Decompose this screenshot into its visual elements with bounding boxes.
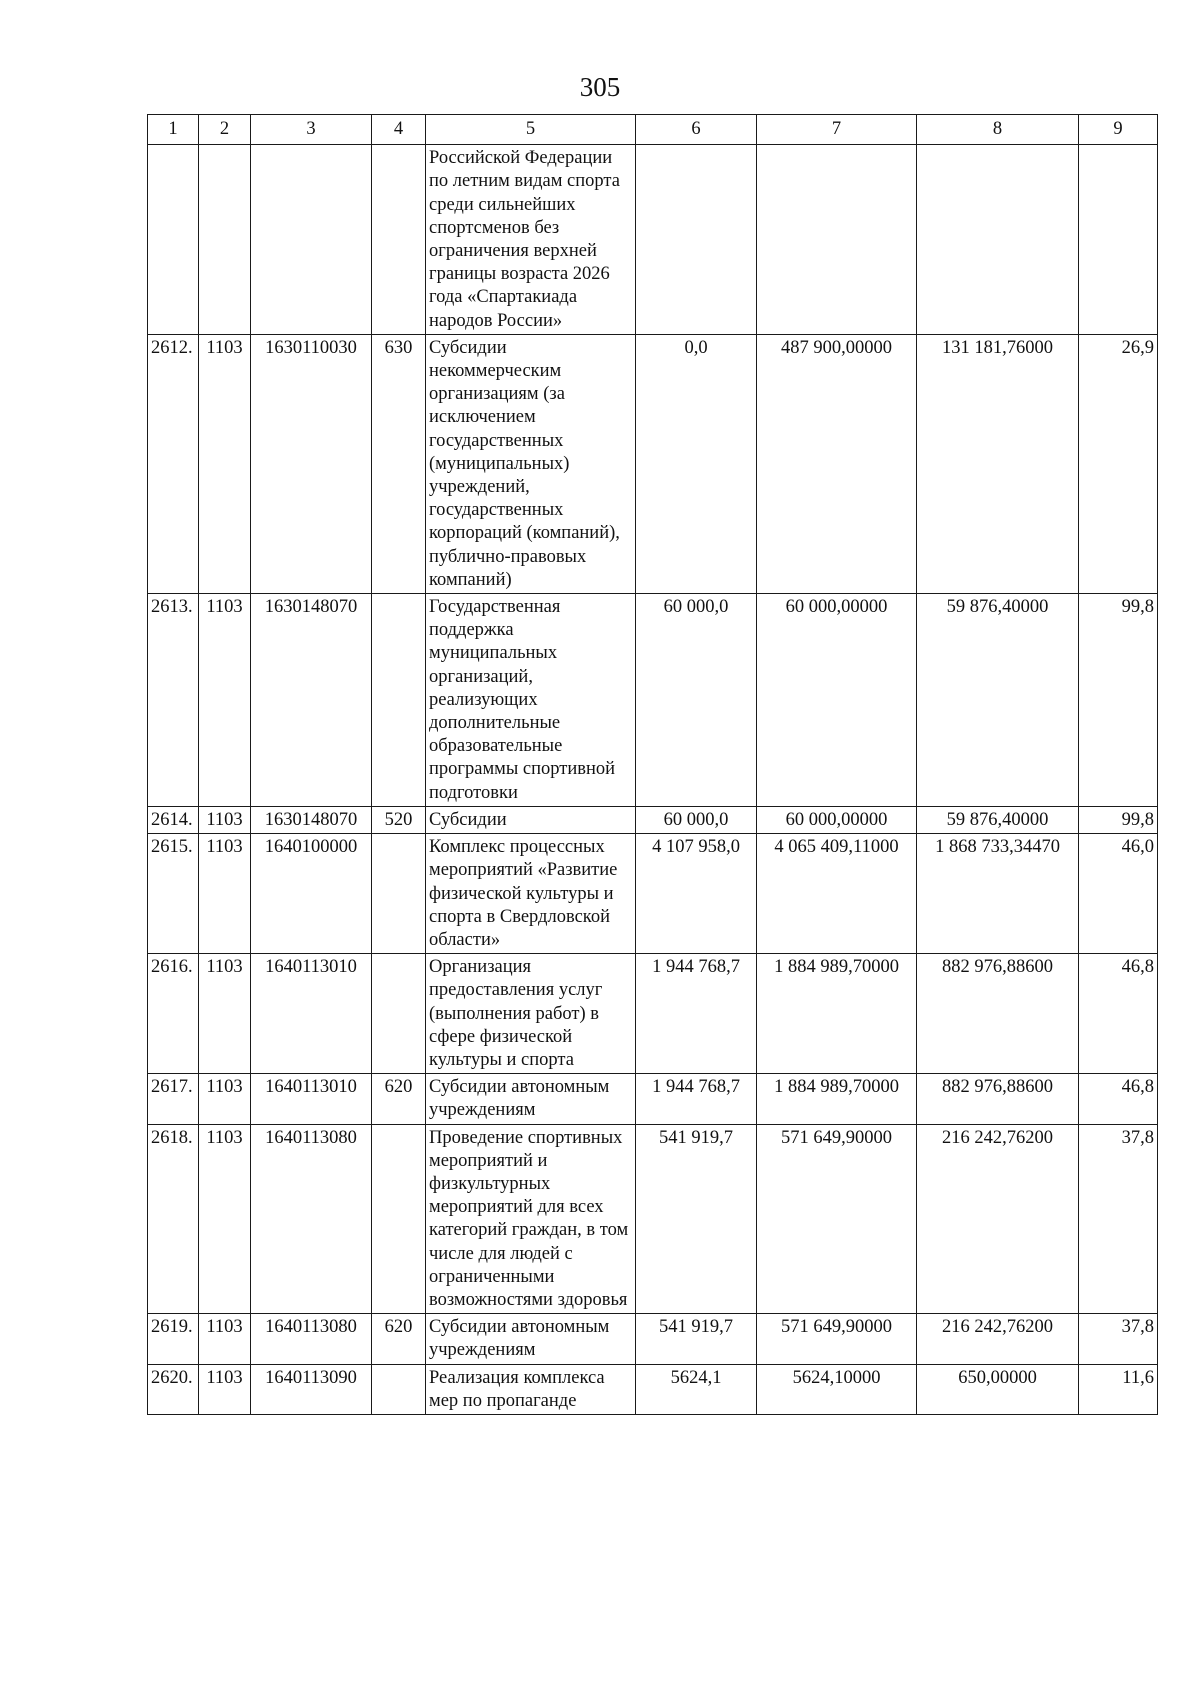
item-name-cell: Субсидии некоммерческим организациям (за исключением государственных (муниципальных) учреждений, государственных корпораций (компаний), публично-правовых компаний) <box>426 334 636 593</box>
section-code-cell: 1103 <box>199 806 251 833</box>
table-row <box>148 834 1158 954</box>
planned-amount-cell: 5624,10000 <box>757 1364 917 1414</box>
approved-amount-cell <box>636 145 757 335</box>
executed-amount-cell: 216 242,76200 <box>917 1314 1079 1364</box>
row-number-cell: 2614. <box>148 806 199 833</box>
table-row <box>148 954 1158 1074</box>
table-header <box>148 115 1158 145</box>
execution-percent-cell <box>1079 145 1158 335</box>
table-row <box>148 1364 1158 1414</box>
execution-percent-cell: 11,6 <box>1079 1364 1158 1414</box>
section-code-cell: 1103 <box>199 1074 251 1124</box>
section-code-cell: 1103 <box>199 1314 251 1364</box>
planned-amount-cell: 1 884 989,70000 <box>757 954 917 1074</box>
row-number-cell: 2618. <box>148 1124 199 1314</box>
expense-type-cell: 630 <box>372 334 426 593</box>
row-number-cell: 2620. <box>148 1364 199 1414</box>
column-header: 1 <box>148 115 199 145</box>
expense-type-cell: 620 <box>372 1074 426 1124</box>
table-row <box>148 334 1158 593</box>
item-name-cell: Комплекс процессных мероприятий «Развитие физической культуры и спорта в Свердловской области» <box>426 834 636 954</box>
section-code-cell: 1103 <box>199 834 251 954</box>
item-name-cell: Субсидии автономным учреждениям <box>426 1074 636 1124</box>
section-code-cell: 1103 <box>199 594 251 807</box>
planned-amount-cell: 4 065 409,11000 <box>757 834 917 954</box>
expense-type-cell <box>372 1124 426 1314</box>
target-article-cell: 1640113010 <box>251 954 372 1074</box>
table-row <box>148 145 1158 335</box>
execution-percent-cell: 46,8 <box>1079 954 1158 1074</box>
section-code-cell: 1103 <box>199 1364 251 1414</box>
column-header: 8 <box>917 115 1079 145</box>
table-row <box>148 594 1158 807</box>
item-name-cell: Государственная поддержка муниципальных организаций, реализующих дополнительные образовательные программы спортивной подготовки <box>426 594 636 807</box>
budget-table <box>147 114 1158 1415</box>
approved-amount-cell: 4 107 958,0 <box>636 834 757 954</box>
executed-amount-cell: 59 876,40000 <box>917 806 1079 833</box>
execution-percent-cell: 99,8 <box>1079 594 1158 807</box>
item-name-cell: Организация предоставления услуг (выполнения работ) в сфере физической культуры и спорта <box>426 954 636 1074</box>
executed-amount-cell: 882 976,88600 <box>917 1074 1079 1124</box>
section-code-cell: 1103 <box>199 334 251 593</box>
section-code-cell <box>199 145 251 335</box>
column-header: 4 <box>372 115 426 145</box>
section-code-cell: 1103 <box>199 1124 251 1314</box>
table-row <box>148 1124 1158 1314</box>
planned-amount-cell: 1 884 989,70000 <box>757 1074 917 1124</box>
planned-amount-cell: 571 649,90000 <box>757 1314 917 1364</box>
column-header: 3 <box>251 115 372 145</box>
executed-amount-cell <box>917 145 1079 335</box>
approved-amount-cell: 1 944 768,7 <box>636 1074 757 1124</box>
row-number-cell: 2617. <box>148 1074 199 1124</box>
planned-amount-cell: 571 649,90000 <box>757 1124 917 1314</box>
target-article-cell: 1630148070 <box>251 594 372 807</box>
approved-amount-cell: 60 000,0 <box>636 594 757 807</box>
expense-type-cell <box>372 145 426 335</box>
executed-amount-cell: 1 868 733,34470 <box>917 834 1079 954</box>
target-article-cell: 1640113010 <box>251 1074 372 1124</box>
execution-percent-cell: 46,0 <box>1079 834 1158 954</box>
target-article-cell: 1630110030 <box>251 334 372 593</box>
execution-percent-cell: 99,8 <box>1079 806 1158 833</box>
execution-percent-cell: 46,8 <box>1079 1074 1158 1124</box>
item-name-cell: Проведение спортивных мероприятий и физкультурных мероприятий для всех категорий граждан, в том числе для людей с ограниченными возможностями здоровья <box>426 1124 636 1314</box>
approved-amount-cell: 541 919,7 <box>636 1124 757 1314</box>
item-name-cell: Российской Федерации по летним видам спорта среди сильнейших спортсменов без ограничения верхней границы возраста 2026 года «Спартакиада народов России» <box>426 145 636 335</box>
executed-amount-cell: 131 181,76000 <box>917 334 1079 593</box>
target-article-cell: 1630148070 <box>251 806 372 833</box>
approved-amount-cell: 60 000,0 <box>636 806 757 833</box>
table-row <box>148 806 1158 833</box>
item-name-cell: Субсидии автономным учреждениям <box>426 1314 636 1364</box>
column-header: 9 <box>1079 115 1158 145</box>
planned-amount-cell: 487 900,00000 <box>757 334 917 593</box>
row-number-cell: 2612. <box>148 334 199 593</box>
approved-amount-cell: 1 944 768,7 <box>636 954 757 1074</box>
expense-type-cell: 620 <box>372 1314 426 1364</box>
page-number: 305 <box>579 72 621 102</box>
approved-amount-cell: 5624,1 <box>636 1364 757 1414</box>
column-header: 6 <box>636 115 757 145</box>
table-row <box>148 1314 1158 1364</box>
item-name-cell: Реализация комплекса мер по пропаганде <box>426 1364 636 1414</box>
section-code-cell: 1103 <box>199 954 251 1074</box>
row-number-cell: 2619. <box>148 1314 199 1364</box>
header-row <box>148 115 1158 145</box>
target-article-cell: 1640100000 <box>251 834 372 954</box>
table-body <box>148 145 1158 1415</box>
row-number-cell: 2615. <box>148 834 199 954</box>
execution-percent-cell: 26,9 <box>1079 334 1158 593</box>
target-article-cell: 1640113080 <box>251 1314 372 1364</box>
expense-type-cell <box>372 594 426 807</box>
planned-amount-cell <box>757 145 917 335</box>
target-article-cell: 1640113080 <box>251 1124 372 1314</box>
executed-amount-cell: 59 876,40000 <box>917 594 1079 807</box>
item-name-cell: Субсидии <box>426 806 636 833</box>
row-number-cell <box>148 145 199 335</box>
execution-percent-cell: 37,8 <box>1079 1124 1158 1314</box>
executed-amount-cell: 216 242,76200 <box>917 1124 1079 1314</box>
column-header: 7 <box>757 115 917 145</box>
planned-amount-cell: 60 000,00000 <box>757 806 917 833</box>
column-header: 5 <box>426 115 636 145</box>
row-number-cell: 2613. <box>148 594 199 807</box>
column-header: 2 <box>199 115 251 145</box>
planned-amount-cell: 60 000,00000 <box>757 594 917 807</box>
row-number-cell: 2616. <box>148 954 199 1074</box>
execution-percent-cell: 37,8 <box>1079 1314 1158 1364</box>
executed-amount-cell: 650,00000 <box>917 1364 1079 1414</box>
expense-type-cell: 520 <box>372 806 426 833</box>
expense-type-cell <box>372 954 426 1074</box>
expense-type-cell <box>372 1364 426 1414</box>
executed-amount-cell: 882 976,88600 <box>917 954 1079 1074</box>
expense-type-cell <box>372 834 426 954</box>
approved-amount-cell: 541 919,7 <box>636 1314 757 1364</box>
target-article-cell <box>251 145 372 335</box>
table-row <box>148 1074 1158 1124</box>
target-article-cell: 1640113090 <box>251 1364 372 1414</box>
approved-amount-cell: 0,0 <box>636 334 757 593</box>
